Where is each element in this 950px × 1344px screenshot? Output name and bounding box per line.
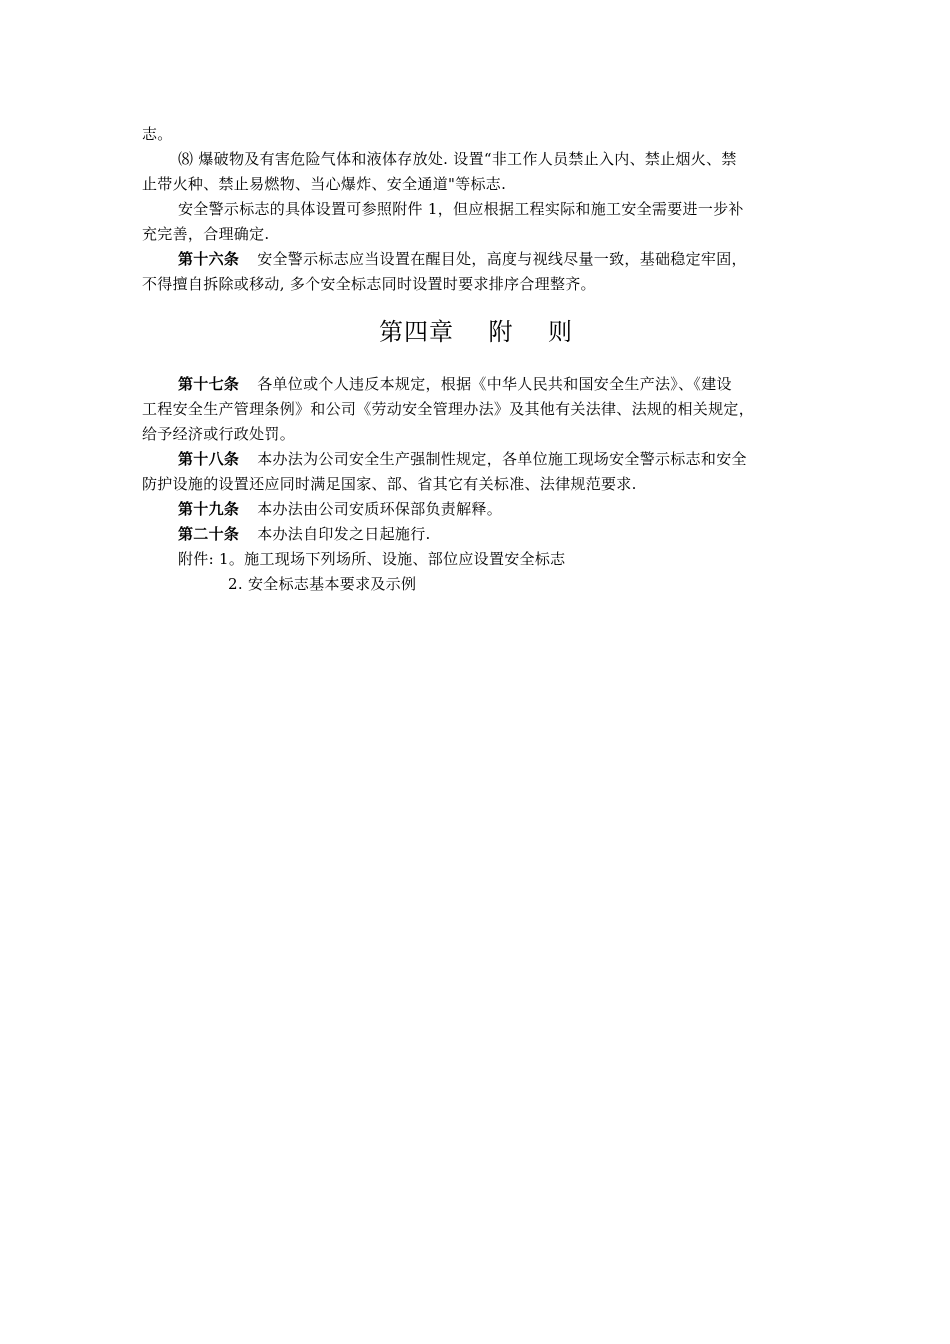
text-line: 工程安全生产管理条例》和公司《劳动安全管理办法》及其他有关法律、法规的相关规定， bbox=[142, 400, 755, 418]
article-17 bbox=[142, 372, 810, 397]
text-line: 防护设施的设置还应同时满足国家、部、省其它有关标准、法律规范要求. bbox=[142, 475, 637, 493]
paragraph-item-8 bbox=[142, 147, 810, 172]
text-line: ⑻ 爆破物及有害危险气体和液体存放处. 设置“非工作人员禁止入内、禁止烟火、禁 bbox=[178, 150, 737, 168]
article-19 bbox=[142, 497, 810, 522]
text-line: 安全警示标志应当设置在醒目处，高度与视线尽量一致，基础稳定牢固， bbox=[257, 250, 747, 268]
article-17-cont bbox=[142, 397, 810, 422]
attachment-line-2 bbox=[142, 572, 810, 597]
article-label: 第十七条 bbox=[178, 375, 240, 393]
paragraph-reference-cont bbox=[142, 222, 810, 247]
article-label: 第十九条 bbox=[178, 500, 240, 518]
document-body bbox=[142, 122, 810, 597]
text-line: 本办法由公司安质环保部负责解释。 bbox=[257, 500, 503, 518]
chapter-title: 第四章 附 则 bbox=[378, 318, 574, 346]
article-label: 第十六条 bbox=[178, 250, 240, 268]
text-line: 本办法自印发之日起施行. bbox=[257, 525, 431, 543]
text-line: 安全警示标志的具体设置可参照附件 1，但应根据工程实际和施工安全需要进一步补 bbox=[178, 200, 744, 218]
text-line: 给予经济或行政处罚。 bbox=[142, 425, 296, 443]
article-label: 第二十条 bbox=[178, 525, 240, 543]
text-line: 充完善，合理确定. bbox=[142, 225, 270, 243]
article-18 bbox=[142, 447, 810, 472]
article-label: 第十八条 bbox=[178, 450, 240, 468]
paragraph-continuation bbox=[142, 122, 810, 147]
text-line: 不得擅自拆除或移动, 多个安全标志同时设置时要求排序合理整齐。 bbox=[142, 275, 596, 293]
article-16-cont bbox=[142, 272, 810, 297]
article-16 bbox=[142, 247, 810, 272]
text-line: 附件: 1。施工现场下列场所、设施、部位应设置安全标志 bbox=[178, 550, 566, 568]
text-line: 志。 bbox=[142, 125, 173, 143]
article-20 bbox=[142, 522, 810, 547]
paragraph-reference bbox=[142, 197, 810, 222]
attachment-line-1 bbox=[142, 547, 810, 572]
paragraph-item-8-cont bbox=[142, 172, 810, 197]
article-18-cont bbox=[142, 472, 810, 497]
text-line: 各单位或个人违反本规定，根据《中华人民共和国安全生产法》、《建设 bbox=[257, 375, 732, 393]
text-line: 2. 安全标志基本要求及示例 bbox=[228, 575, 417, 593]
text-line: 止带火种、禁止易燃物、当心爆炸、安全通道"等标志. bbox=[142, 175, 507, 193]
article-17-cont bbox=[142, 422, 810, 447]
text-line: 本办法为公司安全生产强制性规定，各单位施工现场安全警示标志和安全 bbox=[257, 450, 747, 468]
